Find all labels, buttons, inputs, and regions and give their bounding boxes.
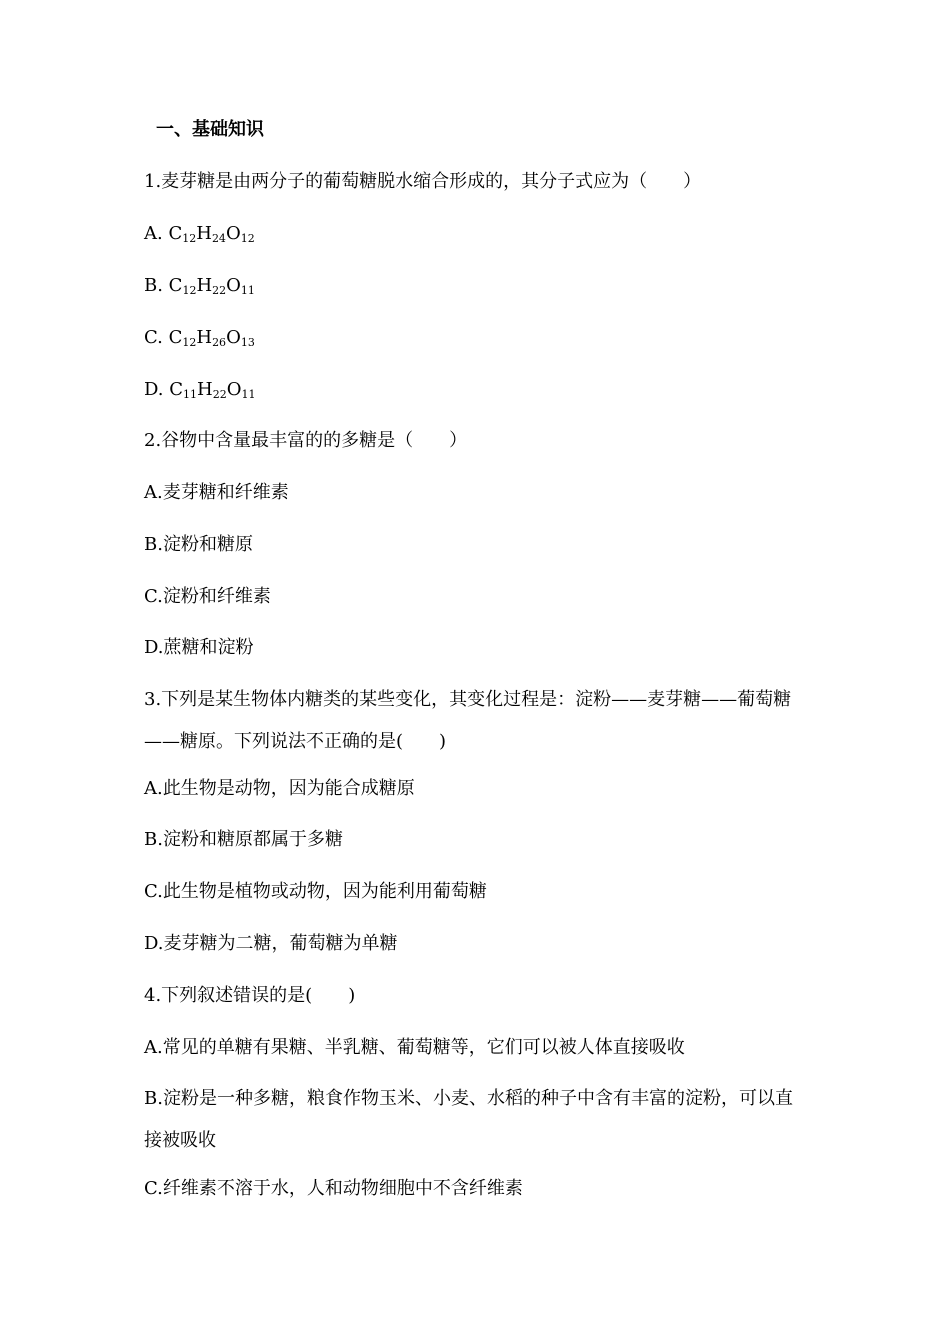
question-3-option-b: B.淀粉和糖原都属于多糖 [144, 829, 343, 850]
question-4-option-c: C.纤维素不溶于水，人和动物细胞中不含纤维素 [144, 1178, 523, 1199]
question-1-option-a: A. $C_{12}H_{24}O_{12}$ [144, 223, 255, 245]
formula: $C_{12}H_{24}O_{12}$ [168, 223, 255, 245]
question-2-stem: 2.谷物中含量最丰富的的多糖是（ ） [144, 430, 468, 451]
section-heading: 一、基础知识 [156, 119, 264, 140]
question-4-option-a: A.常见的单糖有果糖、半乳糖、葡萄糖等，它们可以被人体直接吸收 [144, 1037, 685, 1058]
question-1-option-b: B. $C_{12}H_{22}O_{11}$ [144, 275, 255, 297]
question-4-stem: 4.下列叙述错误的是( ) [144, 985, 356, 1006]
question-4-option-b: B.淀粉是一种多糖，粮食作物玉米、小麦、水稻的种子中含有丰富的淀粉，可以直接被吸收 [144, 1088, 793, 1151]
question-2-option-c: C.淀粉和纤维素 [144, 586, 271, 607]
question-2-option-b: B.淀粉和糖原 [144, 534, 253, 555]
question-3-option-a: A.此生物是动物，因为能合成糖原 [144, 778, 415, 799]
question-3-stem: 3.下列是某生物体内糖类的某些变化，其变化过程是：淀粉——麦芽糖——葡萄糖——糖原。下列说法不正确的是( ) [144, 689, 792, 752]
question-3-option-d: D.麦芽糖为二糖，葡萄糖为单糖 [144, 933, 398, 954]
question-2-option-d: D.蔗糖和淀粉 [144, 637, 254, 658]
question-1-stem: 1.麦芽糖是由两分子的葡萄糖脱水缩合形成的，其分子式应为（ ） [144, 171, 702, 192]
formula: $C_{12}H_{22}O_{11}$ [168, 275, 255, 297]
formula: $C_{12}H_{26}O_{13}$ [168, 327, 255, 349]
question-1-option-d: D. $C_{11}H_{22}O_{11}$ [144, 379, 256, 401]
question-1-option-c: C. $C_{12}H_{26}O_{13}$ [144, 327, 255, 349]
question-3-option-c: C.此生物是植物或动物，因为能利用葡萄糖 [144, 881, 487, 902]
formula: $C_{11}H_{22}O_{11}$ [169, 379, 256, 401]
question-2-option-a: A.麦芽糖和纤维素 [144, 482, 289, 503]
